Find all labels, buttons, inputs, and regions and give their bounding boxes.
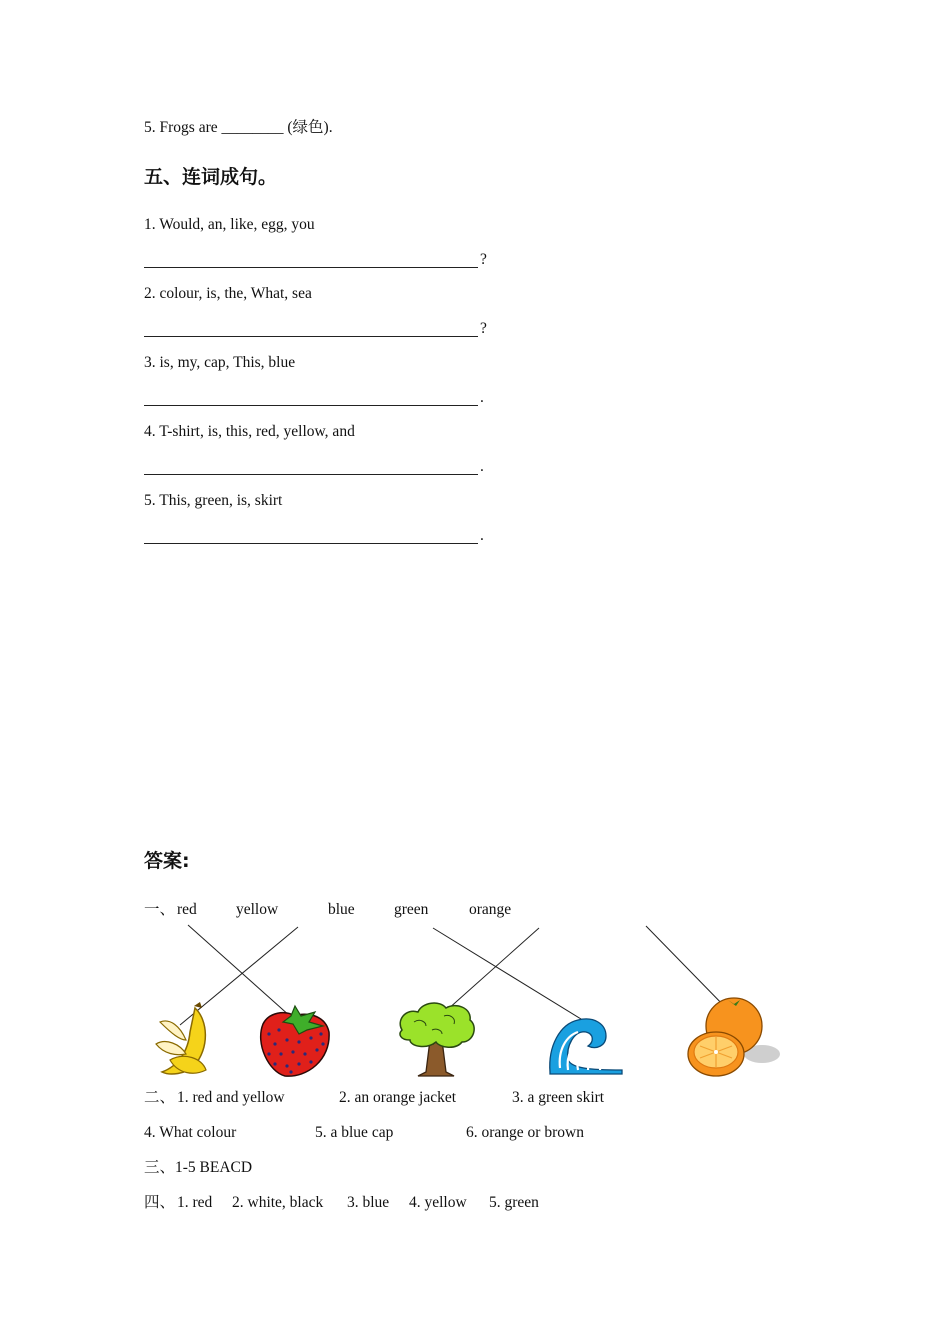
s5-item-3-end: . [480,389,484,406]
a4-item-2: 2. white, black [232,1194,324,1211]
banana-icon [150,1000,216,1080]
s5-item-4-words: 4. T-shirt, is, this, red, yellow, and [144,423,355,440]
tree-icon [396,1000,478,1078]
s5-item-1-words: 1. Would, an, like, egg, you [144,216,315,233]
a4-prefix: 四、 [144,1194,176,1211]
answers-title: 答案: [144,850,190,872]
a2-item-3: 3. a green skirt [512,1089,605,1106]
a2-item-1: 1. red and yellow [177,1089,285,1106]
a1-color-blue: blue [328,901,355,918]
s5-item-5-words: 5. This, green, is, skirt [144,492,283,509]
a2-item-5: 5. a blue cap [315,1124,394,1141]
s5-item-2-words: 2. colour, is, the, What, sea [144,285,312,302]
a1-prefix: 一、 [144,901,176,918]
match-line-green-tree [447,928,539,1010]
a2-item-6: 6. orange or brown [466,1124,584,1141]
q5-blank: ________ [221,119,284,136]
a1-color-red: red [177,901,197,918]
a4-item-3: 3. blue [347,1194,390,1211]
s5-item-4-end: . [480,458,484,475]
a2-item-4: 4. What colour [144,1124,237,1141]
a4-item-4: 4. yellow [409,1194,467,1211]
s5-item-1-end: ? [480,251,487,268]
s5-item-2-end: ? [480,320,487,337]
a4-item-1: 1. red [177,1194,213,1211]
a1-color-yellow: yellow [236,901,279,918]
a2-prefix: 二、 [144,1089,176,1106]
q5-hint: (绿色). [287,119,333,136]
a3-text: 三、1-5 BEACD [144,1159,253,1176]
q5-prefix: 5. Frogs are [144,119,218,136]
a2-item-2: 2. an orange jacket [339,1089,457,1106]
orange-icon [688,998,782,1078]
section-5-title: 五、连词成句。 [144,166,278,188]
a1-color-orange: orange [469,901,512,918]
s5-item-3-words: 3. is, my, cap, This, blue [144,354,296,371]
a4-item-5: 5. green [489,1194,539,1211]
s5-item-5-end: . [480,527,484,544]
wave-icon [548,1016,624,1074]
a1-color-green: green [394,901,429,918]
strawberry-icon [255,1004,335,1078]
